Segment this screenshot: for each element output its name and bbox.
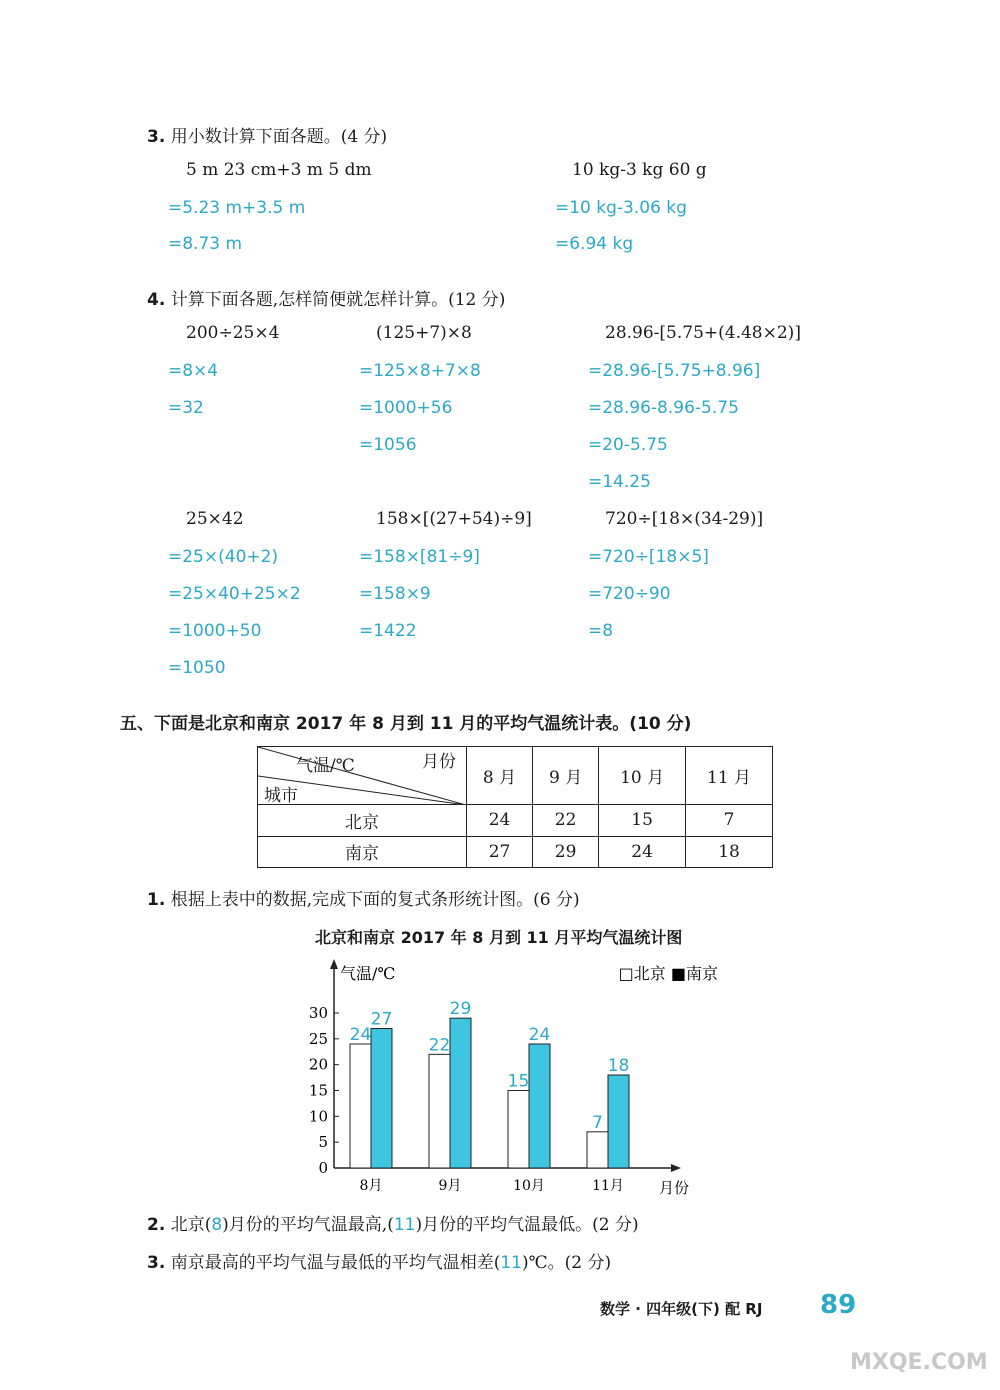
x-tick-label: 9月: [438, 1178, 462, 1194]
q4-expr: (125+7)×8: [376, 323, 472, 343]
month-header: 8 月: [467, 747, 533, 805]
city-cell: 北京: [258, 805, 467, 837]
q4-step: =720÷90: [588, 584, 671, 604]
q4-title: 4. 计算下面各题,怎样简便就怎样计算。(12 分): [147, 290, 506, 310]
bar-value-label: 7: [592, 1112, 603, 1133]
q4-expr: 25×42: [186, 509, 244, 529]
bar-南京: [371, 1029, 392, 1169]
q3-right-step: =10 kg-3.06 kg: [555, 198, 687, 218]
q4-step: =1000+56: [359, 398, 453, 418]
sub1-text: 1. 根据上表中的数据,完成下面的复式条形统计图。(6 分): [147, 890, 580, 910]
q4-step: =8: [588, 621, 614, 641]
bar-北京: [350, 1044, 371, 1168]
q4-step: =125×8+7×8: [359, 361, 481, 381]
q4-step: =28.96-[5.75+8.96]: [588, 361, 761, 381]
sub3-text: 3. 南京最高的平均气温与最低的平均气温相差(11)℃。(2 分): [147, 1253, 612, 1273]
x-tick-label: 10月: [513, 1178, 545, 1194]
q3-right-expr: 10 kg-3 kg 60 g: [572, 160, 707, 180]
value-cell: 29: [533, 836, 599, 868]
sub2-text: 2. 北京(8)月份的平均气温最高,(11)月份的平均气温最低。(2 分): [147, 1215, 639, 1235]
q3-left-step: =8.73 m: [168, 234, 243, 254]
y-tick-label: 0: [318, 1159, 328, 1177]
bar-南京: [529, 1044, 550, 1168]
y-axis-arrow: [330, 959, 338, 969]
y-tick-label: 15: [308, 1081, 328, 1100]
q4-step: =25×40+25×2: [168, 584, 301, 604]
corner-city-label: 城市: [264, 786, 298, 806]
value-cell: 18: [686, 836, 773, 868]
y-tick-label: 25: [308, 1029, 328, 1048]
q4-step: =28.96-8.96-5.75: [588, 398, 739, 418]
q4-step: =720÷[18×5]: [588, 547, 709, 567]
q4-step: =1422: [359, 621, 417, 641]
q4-expr: 200÷25×4: [186, 323, 280, 343]
y-axis-label: 气温/℃: [340, 964, 396, 983]
bar-value-label: 27: [370, 1009, 393, 1030]
corner-temp-label: 气温/℃: [296, 756, 355, 776]
value-cell: 15: [599, 805, 686, 837]
value-cell: 24: [467, 805, 533, 837]
q3-title: 3. 用小数计算下面各题。(4 分): [147, 127, 388, 147]
answer-blank: 11: [393, 1215, 416, 1235]
bar-value-label: 24: [349, 1025, 372, 1045]
x-tick-label: 8月: [359, 1178, 383, 1194]
bar-value-label: 24: [528, 1025, 551, 1045]
answer-blank: 8: [211, 1215, 223, 1235]
q4-step: =1056: [359, 435, 417, 455]
table-corner-cell: [258, 747, 467, 805]
q4-expr: 158×[(27+54)÷9]: [376, 509, 532, 529]
corner-month-label: 月份: [422, 752, 456, 772]
q4-step: =158×[81÷9]: [359, 547, 480, 567]
q3-right-step: =6.94 kg: [555, 234, 634, 254]
value-cell: 24: [599, 836, 686, 868]
section5-title: 五、下面是北京和南京 2017 年 8 月到 11 月的平均气温统计表。(10 分): [120, 714, 692, 734]
temperature-table: [257, 746, 773, 868]
x-tick-label: 11月: [592, 1178, 624, 1194]
bar-南京: [450, 1018, 471, 1168]
q3-left-step: =5.23 m+3.5 m: [168, 198, 306, 218]
q4-step: =14.25: [588, 472, 651, 492]
q4-step: =32: [168, 398, 204, 418]
bar-value-label: 29: [449, 999, 472, 1020]
y-tick-label: 10: [308, 1107, 328, 1126]
bar-value-label: 22: [428, 1035, 451, 1056]
q3-left-expr: 5 m 23 cm+3 m 5 dm: [186, 160, 372, 180]
bar-北京: [508, 1091, 529, 1169]
bar-value-label: 18: [607, 1056, 630, 1076]
chart-legend: □北京 ■南京: [618, 964, 718, 983]
value-cell: 7: [686, 805, 773, 837]
q4-step: =1050: [168, 658, 226, 678]
page-number: 89: [820, 1290, 857, 1320]
bar-南京: [608, 1075, 629, 1168]
watermark: MXQE.COM: [850, 1350, 988, 1375]
table-row: [258, 836, 773, 868]
table-row: [258, 805, 773, 837]
bar-value-label: 15: [507, 1071, 530, 1092]
x-axis-arrow: [671, 1164, 681, 1172]
q4-expr: 28.96-[5.75+(4.48×2)]: [605, 323, 801, 343]
q4-expr: 720÷[18×(34-29)]: [605, 509, 764, 529]
month-header: 10 月: [599, 747, 686, 805]
city-cell: 南京: [258, 836, 467, 868]
x-axis-label: 月份: [659, 1179, 690, 1197]
value-cell: 22: [533, 805, 599, 837]
q4-step: =25×(40+2): [168, 547, 279, 567]
y-tick-label: 30: [308, 1004, 328, 1022]
value-cell: 27: [467, 836, 533, 868]
y-tick-label: 20: [308, 1055, 328, 1074]
y-tick-label: 5: [318, 1133, 328, 1152]
month-header: 9 月: [533, 747, 599, 805]
q4-step: =8×4: [168, 361, 219, 381]
bar-chart: [290, 955, 730, 1200]
q4-step: =158×9: [359, 584, 431, 604]
bar-北京: [429, 1054, 450, 1168]
bar-北京: [587, 1132, 608, 1168]
q4-step: =20-5.75: [588, 435, 668, 455]
answer-blank: 11: [500, 1253, 522, 1273]
chart-title: 北京和南京 2017 年 8 月到 11 月平均气温统计图: [315, 928, 683, 947]
month-header: 11 月: [686, 747, 773, 805]
footer-text: 数学 · 四年级(下) 配 RJ: [600, 1300, 763, 1318]
q4-step: =1000+50: [168, 621, 262, 641]
